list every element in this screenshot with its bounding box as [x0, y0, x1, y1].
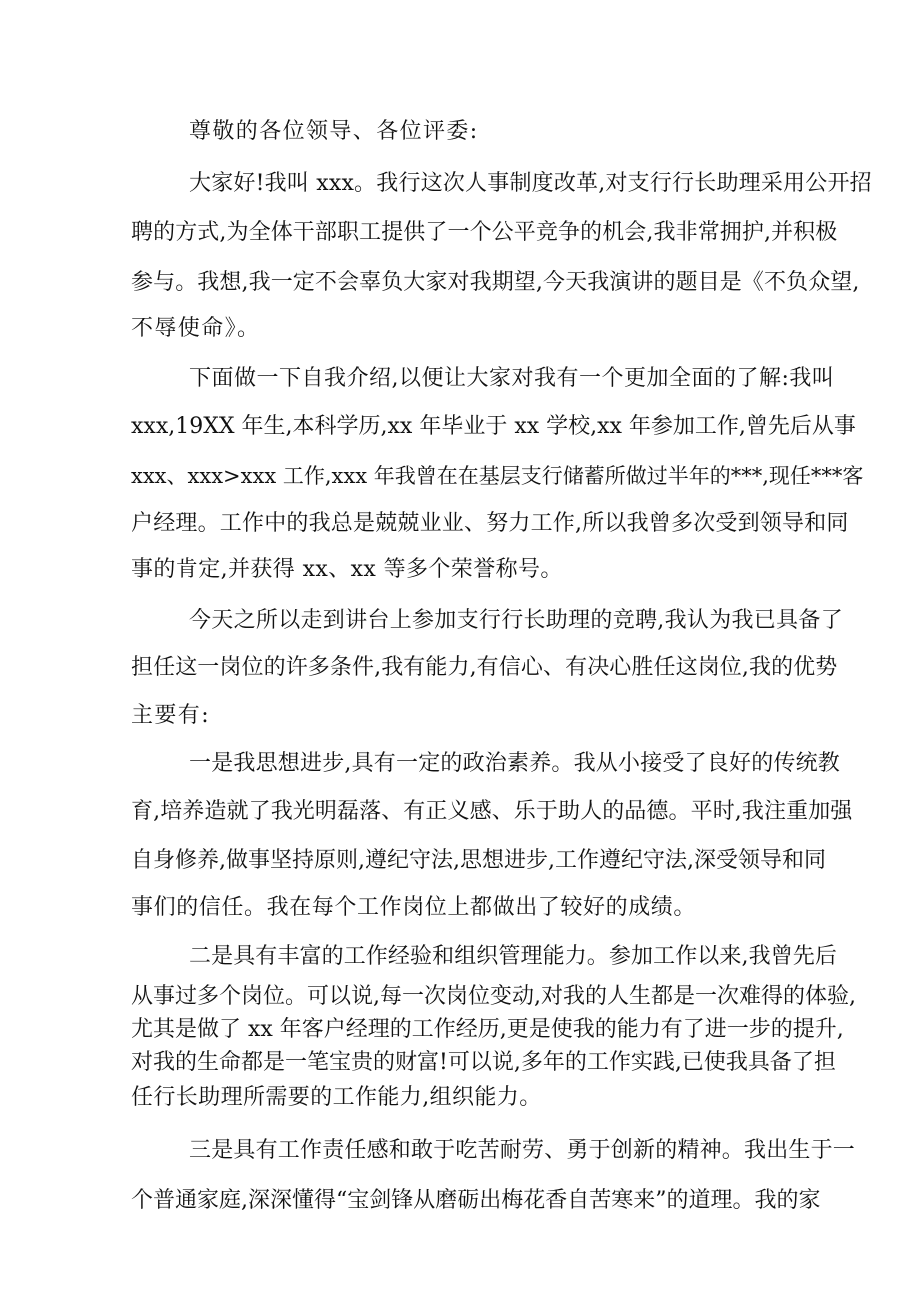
paragraph-5-line-2: 从事过多个岗位。可以说,每一次岗位变动,对我的人生都是一次难得的体验,	[131, 984, 856, 1009]
paragraph-5-line-5: 任行长助理所需要的工作能力,组织能力。	[131, 1085, 542, 1110]
paragraph-4-line-3: 自身修养,做事坚持原则,遵纪守法,思想进步,工作遵纪守法,深受领导和同	[131, 848, 826, 873]
paragraph-2-line-2: xxx,19XX 年生,本科学历,xx 年毕业于 xx 学校,xx 年参加工作,曾先后从事	[131, 414, 856, 439]
paragraph-2-line-3: xxx、xxx>xxx 工作,xxx 年我曾在在基层支行储蓄所做过半年的***,现任***客	[131, 464, 864, 488]
paragraph-5-line-1: 二是具有丰富的工作经验和组织管理能力。参加工作以来,我曾先后	[189, 944, 837, 969]
paragraph-5-line-4: 对我的生命都是一笔宝贵的财富!可以说,多年的工作实践,已使我具备了担	[131, 1050, 836, 1075]
paragraph-3-line-3: 主要有:	[131, 703, 211, 728]
paragraph-2-line-4: 户经理。工作中的我总是兢兢业业、努力工作,所以我曾多次受到领导和同	[131, 511, 849, 536]
paragraph-6-line-1: 三是具有工作责任感和敢于吃苦耐劳、勇于创新的精神。我出生于一	[189, 1138, 856, 1163]
paragraph-6-line-2: 个普通家庭,深深懂得“宝剑锋从磨砺出梅花香自苦寒来”的道理。我的家	[131, 1188, 821, 1213]
paragraph-4-line-4: 事们的信任。我在每个工作岗位上都做出了较好的成绩。	[131, 895, 697, 920]
paragraph-5-line-3: 尤其是做了 xx 年客户经理的工作经历,更是使我的能力有了进一步的提升,	[131, 1017, 844, 1042]
salutation-line: 尊敬的各位领导、各位评委:	[189, 119, 479, 144]
paragraph-1-line-2: 聘的方式,为全体干部职工提供了一个公平竞争的机会,我非常拥护,并积极	[131, 220, 838, 245]
paragraph-1-line-1: 大家好!我叫 xxx。我行这次人事制度改革,对支行行长助理采用公开招	[189, 171, 872, 196]
paragraph-1-line-3: 参与。我想,我一定不会辜负大家对我期望,今天我演讲的题目是《不负众望,	[131, 270, 860, 295]
paragraph-1-line-4: 不辱使命》。	[131, 316, 261, 341]
paragraph-3-line-2: 担任这一岗位的许多条件,我有能力,有信心、有决心胜任这岗位,我的优势	[131, 655, 838, 680]
paragraph-4-line-1: 一是我思想进步,具有一定的政治素养。我从小接受了良好的传统教	[189, 751, 840, 776]
paragraph-3-line-1: 今天之所以走到讲台上参加支行行长助理的竞聘,我认为我已具备了	[189, 608, 843, 633]
paragraph-2-line-5: 事的肯定,并获得 xx、xx 等多个荣誉称号。	[131, 557, 563, 582]
paragraph-4-line-2: 育,培养造就了我光明磊落、有正义感、乐于助人的品德。平时,我注重加强	[131, 799, 853, 824]
paragraph-2-line-1: 下面做一下自我介绍,以便让大家对我有一个更加全面的了解:我叫	[189, 366, 835, 391]
